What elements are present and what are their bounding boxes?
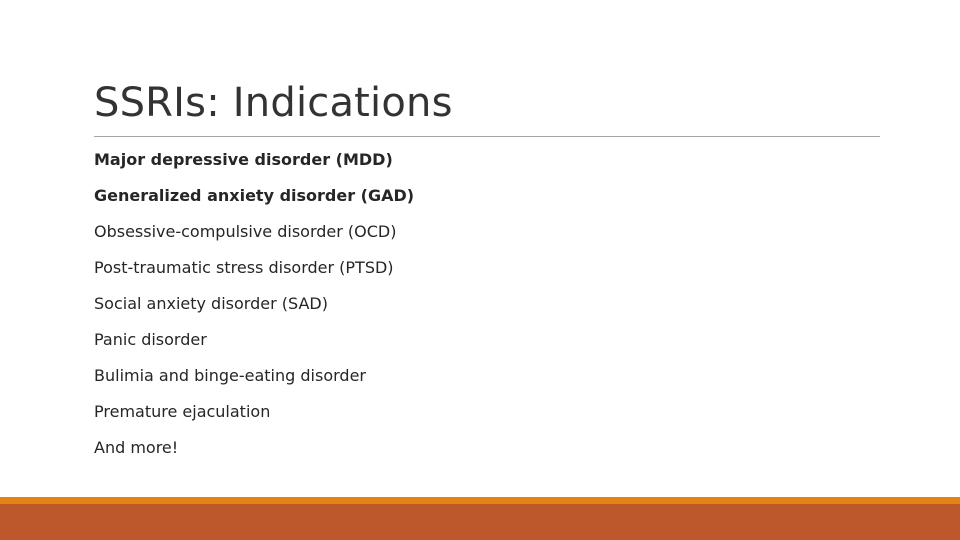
list-item: Post-traumatic stress disorder (PTSD) — [94, 258, 394, 277]
list-item: Generalized anxiety disorder (GAD) — [94, 186, 415, 205]
list-item: Social anxiety disorder (SAD) — [94, 294, 328, 313]
title-divider — [94, 136, 880, 137]
footer-accent-stripe — [0, 497, 960, 504]
list-item: Obsessive-compulsive disorder (OCD) — [94, 222, 397, 241]
list-item: Premature ejaculation — [94, 402, 271, 421]
list-item: And more! — [94, 438, 179, 457]
indications-list — [94, 148, 414, 472]
slide-title: SSRIs: Indications — [94, 80, 453, 126]
list-item: Major depressive disorder (MDD) — [94, 150, 393, 169]
list-item: Panic disorder — [94, 330, 207, 349]
list-item: Bulimia and binge-eating disorder — [94, 366, 366, 385]
footer-band — [0, 504, 960, 540]
